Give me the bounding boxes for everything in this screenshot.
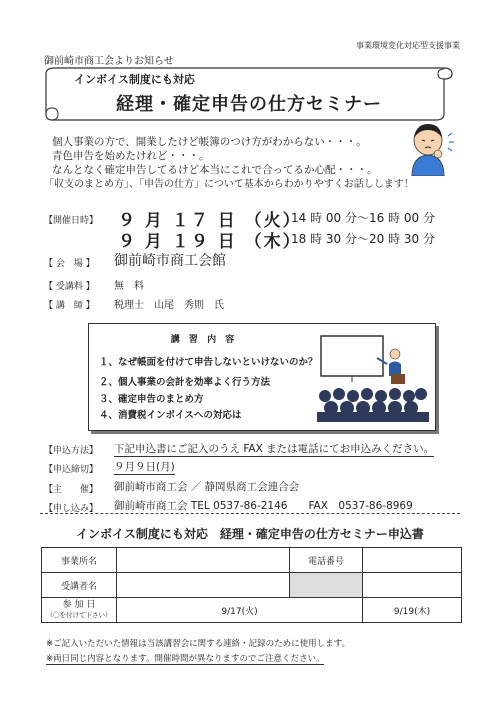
notice-from: 御前崎市商工会よりお知らせ: [44, 56, 174, 67]
note-1: ※ご記入いただいた情報は当該講習会に関する連絡・記録のために使用します。: [46, 639, 350, 649]
attend-date-1[interactable]: 9/17(火): [117, 598, 363, 623]
event-date-2: ９ 月 １９ 日 （木）: [118, 232, 302, 252]
intro-line-4: 「収支のまとめ方」、「申告の仕方」について基本からわかりやすくお話しします！: [44, 179, 414, 190]
intro-line-2: 青色申告を始めたけれど・・・。: [52, 150, 210, 162]
attend-day-note: （〇を付けて下さい）: [46, 611, 112, 619]
attendee-label: 受講者名: [42, 573, 117, 598]
event-time-2: 18 時 30 分～20 時 30 分: [291, 232, 435, 246]
attend-day-cell: [42, 598, 117, 623]
blank-cell: [290, 573, 363, 598]
banner-subtitle: インボイス制度にも対応: [74, 73, 195, 86]
apply-method-label: 【申込方法】: [44, 446, 99, 456]
title-banner: [44, 62, 454, 122]
contact-label: 【申し込み】: [44, 504, 99, 514]
host-value: 御前崎市商工会 ／ 静岡県商工会連合会: [114, 481, 300, 493]
venue-label: 【 会 場 】: [44, 259, 95, 269]
lecture-item-1: １、なぜ帳面を付けて申告しないといけないのか？: [99, 357, 318, 368]
intro-line-1: 個人事業の方で、開業したけど帳簿のつけ方がわからない・・・。: [52, 136, 367, 148]
venue-value: 御前崎市商工会館: [114, 253, 226, 269]
date-label: 【開催日時】: [44, 216, 99, 226]
attendee-field[interactable]: [117, 573, 290, 598]
attend-date-2[interactable]: 9/19(木): [363, 598, 462, 623]
business-name-label: 事業所名: [42, 548, 117, 573]
event-date-1: ９ 月 １７ 日 （火）: [118, 211, 302, 231]
deadline-label: 【申込締切】: [44, 465, 99, 475]
application-form: [41, 547, 462, 623]
apply-method-value: 下記申込書にご記入のうえ FAX または電話にてお申込みください。: [114, 443, 435, 455]
business-name-field[interactable]: [117, 548, 290, 573]
phone-label: 電話番号: [290, 548, 363, 573]
host-label: 【主 催】: [44, 485, 99, 495]
cut-line: [40, 513, 460, 514]
lecturer-value: 税理士 山尾 秀則 氏: [114, 300, 224, 311]
fee-value: 無 料: [114, 281, 144, 292]
note-2: ※両日同じ内容となります。開催時間が異なりますのでご注意ください。: [46, 654, 325, 664]
phone-field[interactable]: [363, 548, 462, 573]
intro-line-3: なんとなく確定申告してるけど本当にこれで合ってるか心配・・・。: [52, 164, 378, 176]
event-time-1: 14 時 00 分～16 時 00 分: [291, 211, 435, 225]
form-title: インボイス制度にも対応 経理・確定申告の仕方セミナー申込書: [76, 527, 424, 541]
seminar-illustration: [317, 334, 429, 422]
worried-person-illustration: [404, 118, 456, 176]
lecture-item-3: ３、確定申告のまとめ方: [99, 394, 204, 405]
lecture-item-4: ４、消費税インボイスへの対応は: [99, 410, 242, 421]
program-label: 事業環境変化対応型支援事業: [356, 41, 460, 50]
deadline-value: ９月９日(月): [114, 461, 175, 473]
attendee-field-extra[interactable]: [363, 573, 462, 598]
lecture-title: 講 習 内 容: [170, 335, 238, 345]
contact-value: 御前崎市商工会 TEL 0537-86-2146 FAX 0537-86-8969: [114, 500, 413, 512]
fee-label: 【 受講料 】: [44, 282, 95, 292]
lecture-item-2: ２、個人事業の会計を効率よく行う方法: [99, 377, 271, 388]
page-title: 経理・確定申告の仕方セミナー: [116, 94, 382, 115]
lecturer-label: 【 講 師 】: [44, 301, 95, 311]
attend-day-label: 参 加 日: [62, 600, 96, 610]
lecture-contents-box: [88, 323, 436, 431]
